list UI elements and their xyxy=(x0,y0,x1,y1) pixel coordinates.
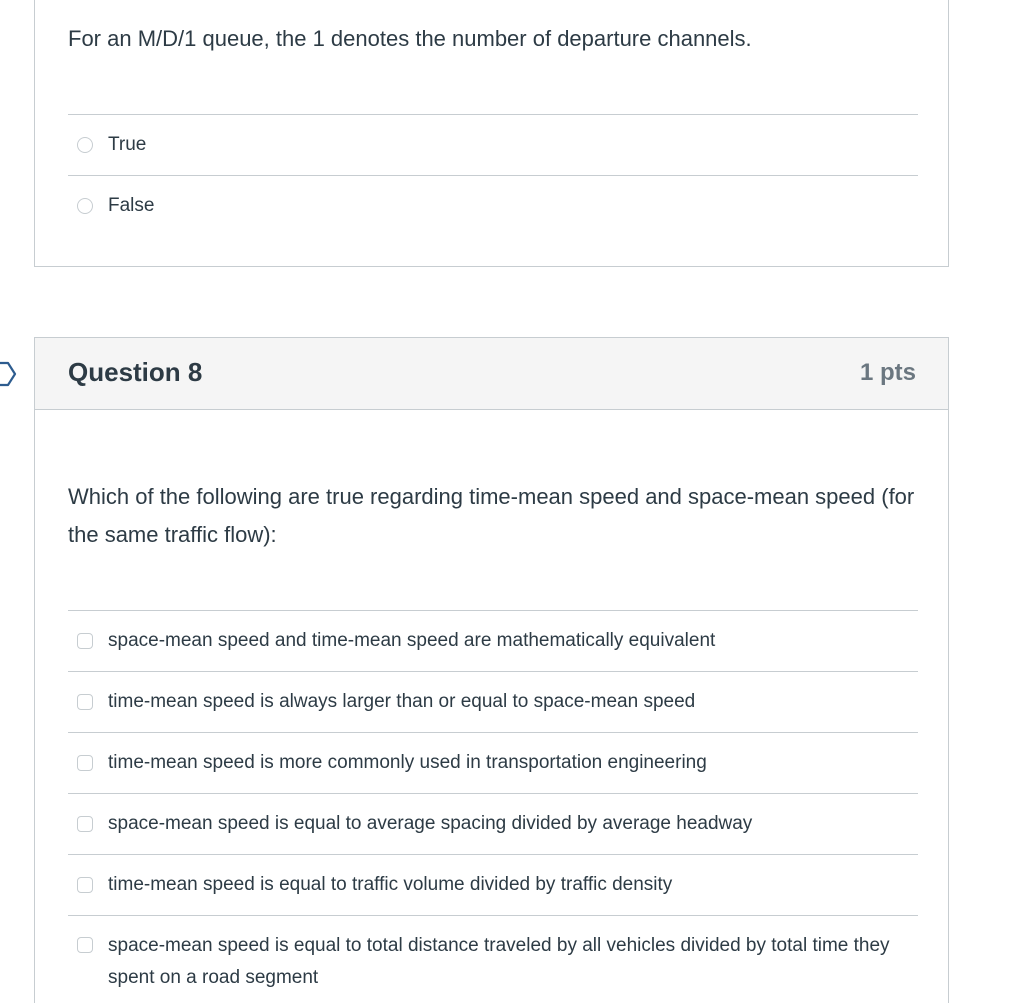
answer-option-false[interactable] xyxy=(68,175,918,235)
answer-label[interactable]: time-mean speed is equal to traffic volume divided by traffic density xyxy=(108,874,673,895)
answer-label[interactable]: space-mean speed and time-mean speed are mathematically equivalent xyxy=(108,630,716,651)
answer-option[interactable] xyxy=(68,915,918,1003)
answer-label[interactable]: space-mean speed is equal to total distance traveled by all vehicles divided by total time they spent on a road segment xyxy=(108,935,890,988)
question-7-answers xyxy=(68,114,918,235)
answer-label[interactable]: time-mean speed is more commonly used in transportation engineering xyxy=(108,752,707,773)
radio-button[interactable] xyxy=(77,137,93,153)
question-header xyxy=(35,338,948,410)
question-8-prompt: Which of the following are true regarding time-mean speed and space-mean speed (for the same traffic flow): xyxy=(68,484,915,547)
checkbox[interactable] xyxy=(77,694,93,710)
answer-option[interactable] xyxy=(68,671,918,732)
question-7-prompt: For an M/D/1 queue, the 1 denotes the number of departure channels. xyxy=(68,26,752,51)
answer-option[interactable] xyxy=(68,793,918,854)
checkbox[interactable] xyxy=(77,633,93,649)
answer-option-true[interactable] xyxy=(68,114,918,175)
answer-label[interactable]: True xyxy=(108,134,147,155)
answer-option[interactable] xyxy=(68,854,918,915)
answer-option[interactable] xyxy=(68,732,918,793)
radio-button[interactable] xyxy=(77,198,93,214)
question-8-card xyxy=(34,337,949,1003)
checkbox[interactable] xyxy=(77,755,93,771)
answer-label[interactable]: False xyxy=(108,194,155,216)
question-flag-icon[interactable] xyxy=(0,360,18,388)
question-title: Question 8 xyxy=(68,357,203,387)
checkbox[interactable] xyxy=(77,877,93,893)
checkbox[interactable] xyxy=(77,937,93,953)
answer-label[interactable]: space-mean speed is equal to average spacing divided by average headway xyxy=(108,813,753,834)
answer-option[interactable] xyxy=(68,610,918,671)
answer-label[interactable]: time-mean speed is always larger than or equal to space-mean speed xyxy=(108,691,696,712)
checkbox[interactable] xyxy=(77,816,93,832)
question-7-card xyxy=(34,0,949,267)
question-points: 1 pts xyxy=(859,359,916,386)
question-8-answers xyxy=(68,610,918,1003)
